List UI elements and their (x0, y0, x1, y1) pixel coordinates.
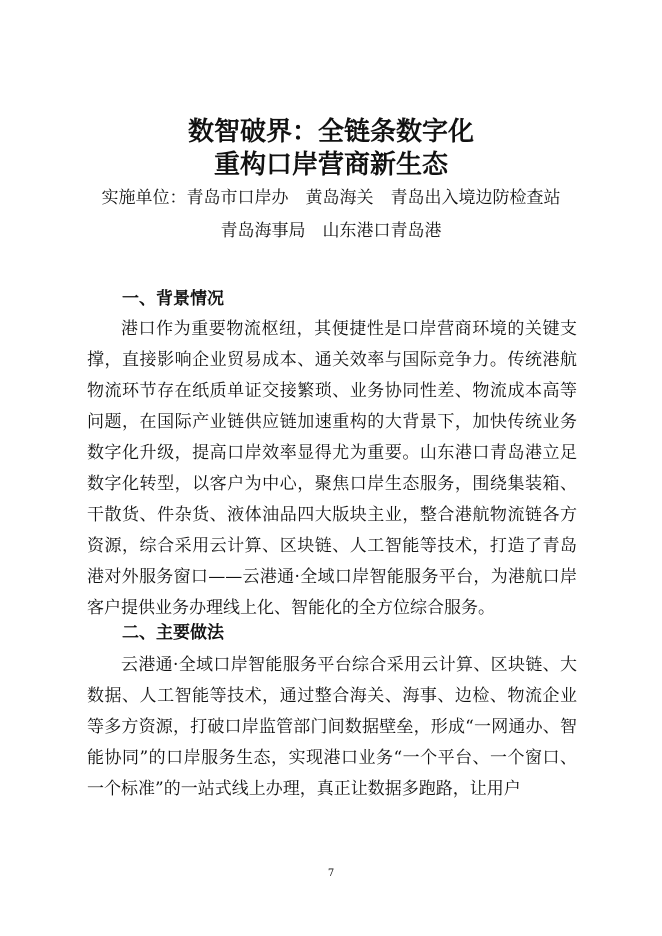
implementing-units-line-1: 实施单位：青岛市口岸办 黄岛海关 青岛出入境边防检查站 (101, 188, 561, 208)
document-title-line-1: 数智破界：全链条数字化 (187, 117, 474, 147)
section-heading-background: 一、背景情况 (122, 289, 224, 309)
section-paragraph-background: 港口作为重要物流枢纽，其便捷性是口岸营商环境的关键支撑，直接影响企业贸易成本、通关效率与国际竞争力。传统港航物流环节存在纸质单证交接繁琐、业务协同性差、物流成本高等问题，在国际产业链供应链加速重构的大背景下，加快传统业务数字化升级，提高口岸效率显得尤为重要。山东港口青岛港立足数字化转型，以客户为中心，聚焦口岸生态服务，围绕集装箱、干散货、件杂货、液体油品四大版块主业，整合港航物流链各方资源，综合采用云计算、区块链、人工智能等技术，打造了青岛港对外服务窗口——云港通·全域口岸智能服务平台，为港航口岸客户提供业务办理线上化、智能化的全方位综合服务。 (87, 319, 577, 618)
page-number: 7 (327, 868, 335, 879)
document-title-line-2: 重构口岸营商新生态 (213, 150, 448, 180)
implementing-units-line-2: 青岛海事局 山东港口青岛港 (220, 221, 442, 241)
section-paragraph-main-practices: 云港通·全域口岸智能服务平台综合采用云计算、区块链、大数据、人工智能等技术，通过整合海关、海事、边检、物流企业等多方资源，打破口岸监管部门间数据壁垒，形成“一网通办、智能协同”的口岸服务生态，实现港口业务“一个平台、一个窗口、一个标准”的一站式线上办理，真正让数据多跑路，让用户 (87, 655, 577, 799)
section-heading-main-practices: 二、主要做法 (122, 623, 224, 643)
